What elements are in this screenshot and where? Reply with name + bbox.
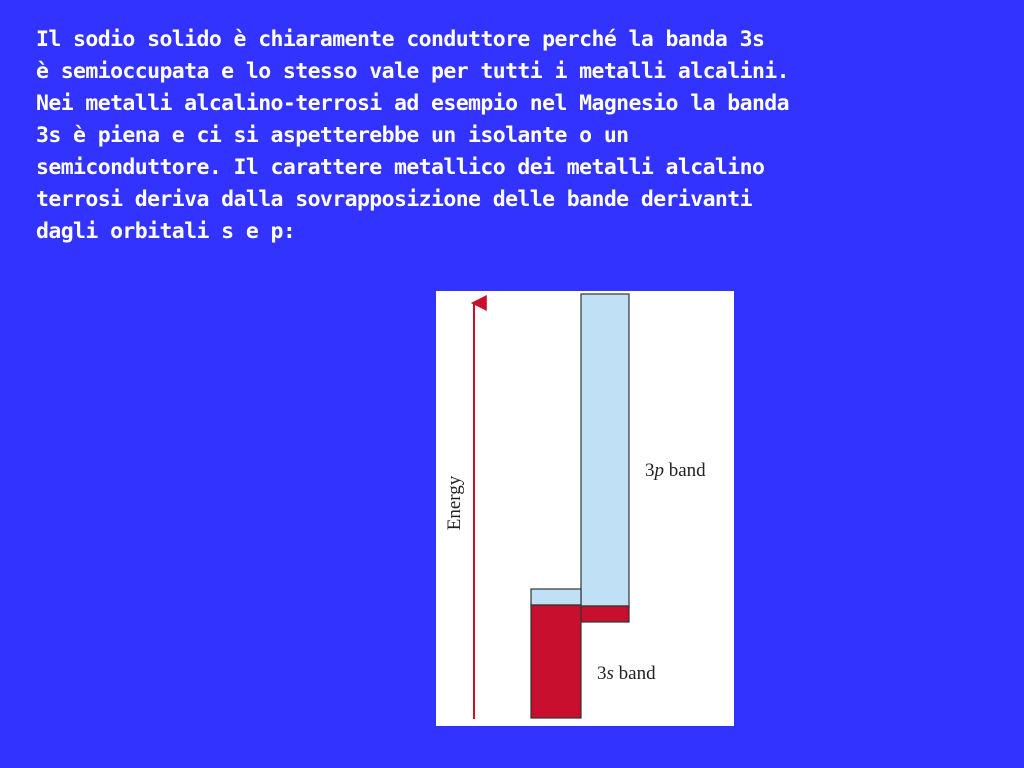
band-3s-filled-region [531,605,581,718]
band-3s-label: 3s band [597,663,656,684]
band-3p-empty-region [581,294,629,606]
band-diagram-svg [436,291,734,726]
band-3p-label: 3p band [645,460,706,481]
paragraph-line: terrosi deriva dalla sovrapposizione delle bande derivanti [36,187,752,212]
paragraph-line: è semioccupata e lo stesso vale per tutti i metalli alcalini. [36,59,789,84]
energy-axis-label: Energy [444,475,465,531]
paragraph-line: semiconduttore. Il carattere metallico dei metalli alcalino [36,155,765,180]
band-diagram [436,291,734,726]
band-3s-empty-region [531,589,581,605]
paragraph-line: Nei metalli alcalino-terrosi ad esempio nel Magnesio la banda [36,91,789,116]
paragraph-line: Il sodio solido è chiaramente conduttore perché la banda 3s [36,27,765,52]
paragraph-line: 3s è piena e ci si aspetterebbe un isolante o un [36,123,629,148]
paragraph-line: dagli orbitali s e p: [36,219,296,244]
band-3p-filled-region [581,606,629,622]
slide-paragraph [36,24,986,248]
